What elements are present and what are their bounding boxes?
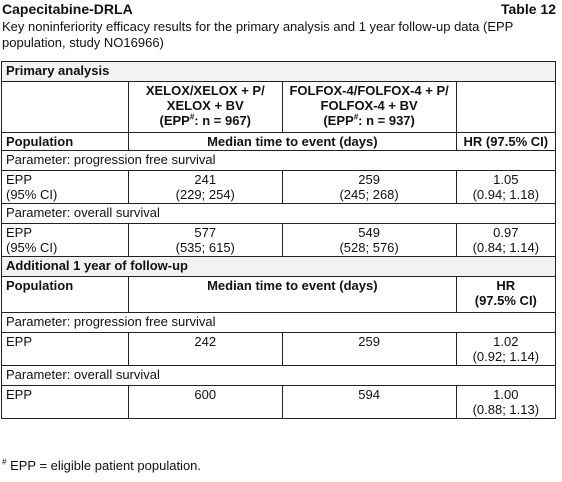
arm1-value: 600 <box>128 386 282 419</box>
parameter-row <box>2 151 556 171</box>
column-header-row <box>2 277 556 313</box>
empty-cell <box>2 82 129 133</box>
table-row <box>2 171 556 204</box>
column-header-row <box>2 133 556 151</box>
median-header: Median time to event (days) <box>128 277 456 313</box>
row-label: EPP <box>2 333 129 366</box>
median-header: Median time to event (days) <box>128 133 456 151</box>
hr-value: 0.97 (0.84; 1.14) <box>456 224 555 257</box>
parameter-row <box>2 366 556 386</box>
arm2-value: 594 <box>282 386 456 419</box>
arm2-value: 549 (528; 576) <box>282 224 456 257</box>
document-title: Capecitabine-DRLA <box>2 1 133 17</box>
footnote-marker: # <box>2 457 7 467</box>
arm2-value: 259 (245; 268) <box>282 171 456 204</box>
arm2-n: (EPP#: n = 937) <box>323 112 415 128</box>
hr-value: 1.02 (0.92; 1.14) <box>456 333 555 366</box>
arm1-line2: XELOX + BV <box>166 98 244 113</box>
row-label: EPP (95% CI) <box>2 224 129 257</box>
hr-header: HR (97.5% CI) <box>456 277 555 313</box>
efficacy-table <box>1 61 556 419</box>
empty-cell <box>456 82 555 133</box>
parameter-label: Parameter: overall survival <box>2 204 556 224</box>
table-row <box>2 224 556 257</box>
parameter-label: Parameter: progression free survival <box>2 151 556 171</box>
population-header: Population <box>2 133 129 151</box>
arm2-line1: FOLFOX-4/FOLFOX-4 + P/ <box>289 83 449 98</box>
document-header <box>2 1 556 17</box>
arm1-value: 577 (535; 615) <box>128 224 282 257</box>
section-title: Primary analysis <box>2 62 556 82</box>
hr-value: 1.05 (0.94; 1.18) <box>456 171 555 204</box>
section-row-primary <box>2 62 556 82</box>
section-row-followup <box>2 257 556 277</box>
section-title: Additional 1 year of follow-up <box>2 257 556 277</box>
arm1-line1: XELOX/XELOX + P/ <box>145 83 265 98</box>
arm1-value: 242 <box>128 333 282 366</box>
table-number: Table 12 <box>501 1 556 17</box>
table-row <box>2 333 556 366</box>
row-label: EPP (95% CI) <box>2 171 129 204</box>
footnote <box>2 458 201 473</box>
parameter-label: Parameter: overall survival <box>2 366 556 386</box>
arm1-value: 241 (229; 254) <box>128 171 282 204</box>
population-header: Population <box>2 277 129 313</box>
hr-value: 1.00 (0.88; 1.13) <box>456 386 555 419</box>
arm1-header <box>128 82 282 133</box>
parameter-row <box>2 204 556 224</box>
parameter-label: Parameter: progression free survival <box>2 313 556 333</box>
arm1-n: (EPP#: n = 967) <box>159 112 252 128</box>
footnote-text: EPP = eligible patient population. <box>10 458 202 473</box>
arm2-header <box>282 82 456 133</box>
parameter-row <box>2 313 556 333</box>
arm-header-row <box>2 82 556 133</box>
arm2-value: 259 <box>282 333 456 366</box>
table-caption: Key noninferiority efficacy results for the primary analysis and 1 year follow-up data (EPP population, study NO16966) <box>2 19 514 50</box>
arm2-line2: FOLFOX-4 + BV <box>320 98 418 113</box>
hr-header: HR (97.5% CI) <box>456 133 555 151</box>
table-row <box>2 386 556 419</box>
row-label: EPP <box>2 386 129 419</box>
